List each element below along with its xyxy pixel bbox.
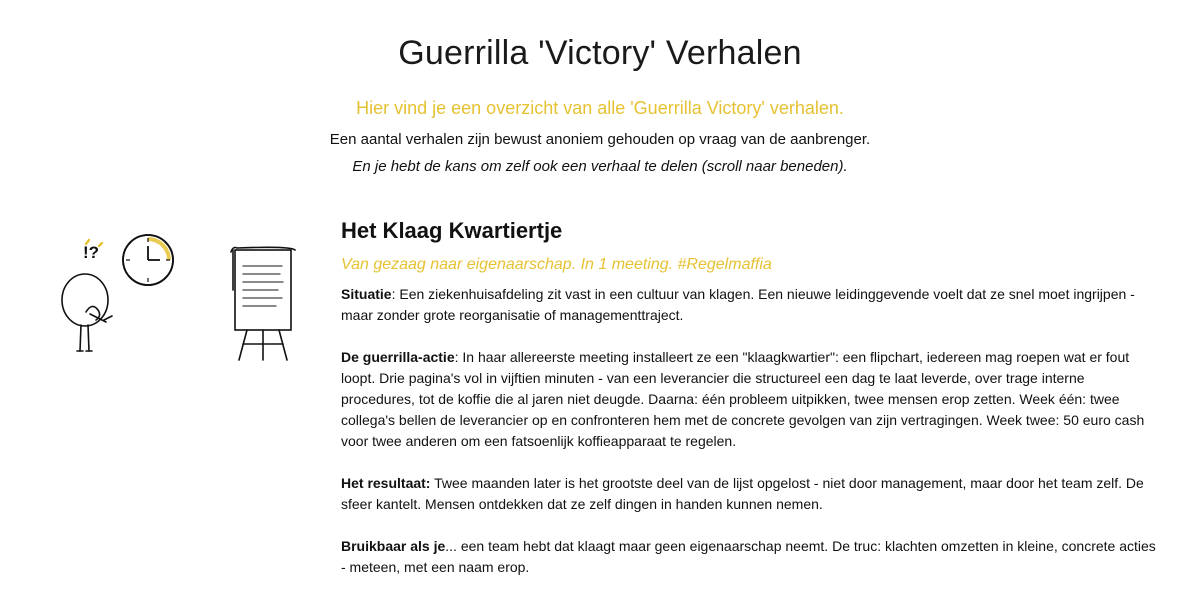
intro-text: Een aantal verhalen zijn bewust anoniem gehouden op vraag van de aanbrenger. — [329, 131, 871, 148]
usable-text: ... een team hebt dat klaagt maar geen eigenaarschap neemt. De truc: klachten omzetten in kleine, concrete acties - meteen, met een naam erop. — [341, 538, 1156, 575]
story-card — [341, 218, 1156, 599]
action-label: De guerrilla-actie — [341, 349, 455, 365]
exclaim-question-glyph: !? — [83, 243, 100, 262]
result-text: Twee maanden later is het grootste deel van de lijst opgelost - niet door management, maar door het team zelf. De sfeer kantelt. Mensen ontdekken dat ze zelf dingen in handen kunnen nemen. — [341, 475, 1144, 512]
story-situation — [341, 284, 1156, 326]
action-text: : In haar allereerste meeting installeert ze een "klaagkwartier": een flipchart, iedereen mag roepen wat er fout loopt. Drie pagina's vol in vijftien minuten - van een leverancier die structureel een dag te laat leverde, over trage interne procedures, tot de koffie die al jaren niet deugde. Daarna: één probleem uitpikken, twee mensen erop zetten. Week één: twee collega's bellen de leverancier op en confronteren hem met de concrete gevolgen van zijn vertragingen. Week twee: 50 euro cash voor twee anderen om een fatsoenlijk koffieapparaat te regelen. — [341, 349, 1145, 449]
situation-text: : Een ziekenhuisafdeling zit vast in een cultuur van klagen. Een nieuwe leidinggevende voelt dat ze snel moet ingrijpen - maar zonder grote reorganisatie of managementtraject. — [341, 286, 1135, 323]
story-title: Het Klaag Kwartiertje — [341, 218, 563, 243]
flipchart-icon — [231, 247, 295, 360]
clock-icon — [123, 235, 173, 285]
story-illustration — [50, 222, 310, 372]
intro-italic: En je hebt de kans om zelf ook een verhaal te delen (scroll naar beneden). — [352, 158, 848, 175]
story-action — [341, 347, 1156, 452]
intro-highlight: Hier vind je een overzicht van alle 'Guerrilla Victory' verhalen. — [356, 98, 844, 118]
situation-label: Situatie — [341, 286, 392, 302]
story-subtitle: Van gezaag naar eigenaarschap. In 1 meeting. #Regelmaffia — [341, 256, 772, 273]
story-usable — [341, 536, 1156, 578]
story-result — [341, 473, 1156, 515]
page-title: Guerrilla 'Victory' Verhalen — [398, 34, 802, 72]
person-thinking-icon — [62, 240, 112, 351]
result-label: Het resultaat: — [341, 475, 431, 491]
usable-label: Bruikbaar als je — [341, 538, 446, 554]
